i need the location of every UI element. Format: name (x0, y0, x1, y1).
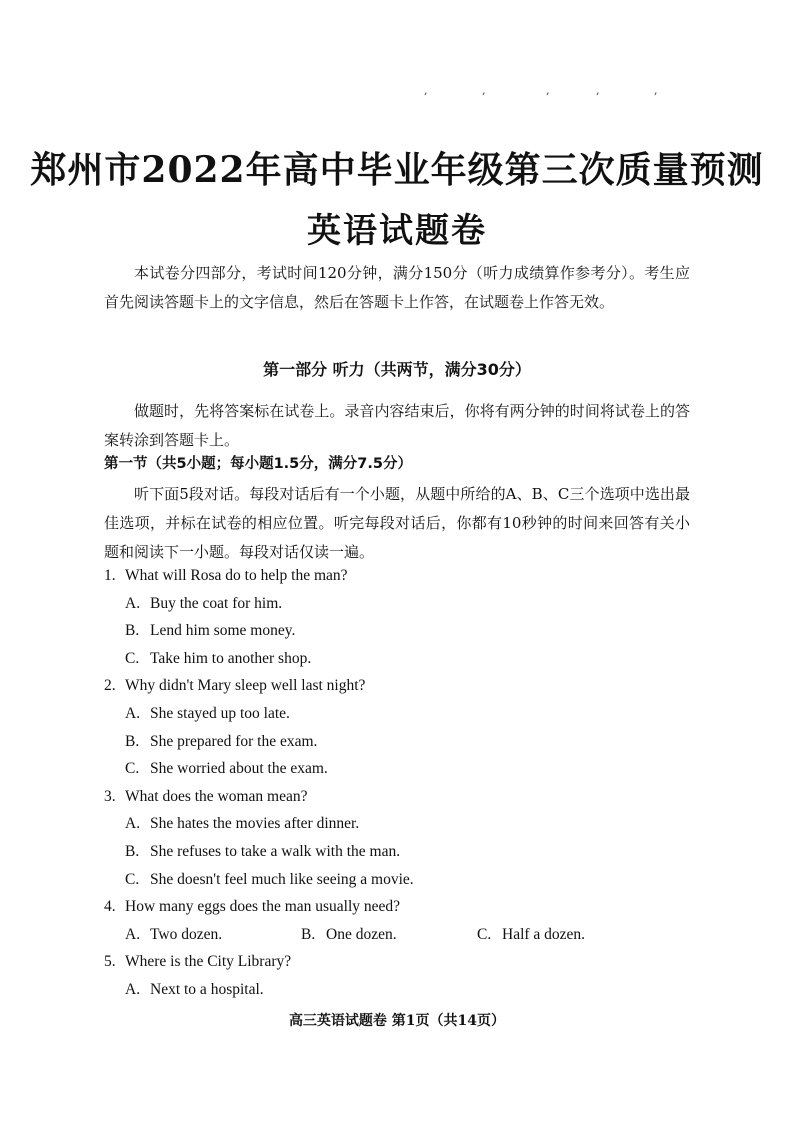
question-number: 1. (104, 567, 116, 584)
option-text: She prepared for the exam. (150, 732, 318, 750)
option-3b (104, 838, 694, 866)
option-2b (104, 728, 694, 756)
option-text: Two dozen. (150, 925, 223, 943)
option-text: She worried about the exam. (150, 760, 328, 778)
option-letter: A. (125, 815, 141, 833)
top-mark: , (546, 84, 550, 97)
options-4-inline (104, 921, 694, 949)
question-number: 4. (104, 898, 116, 916)
option-4a (125, 921, 301, 949)
option-text: Half a dozen. (502, 925, 586, 943)
exam-intro: 本试卷分四部分，考试时间120分钟，满分150分（听力成绩算作参考分）。考生应首先阅读答题卡上的文字信息，然后在答题卡上作答，在试题卷上作答无效。 (104, 264, 690, 311)
option-2c (104, 755, 694, 783)
top-marks (420, 84, 670, 98)
option-letter: A. (125, 980, 141, 998)
question-list (104, 562, 694, 1004)
option-letter: A. (125, 594, 141, 612)
option-letter: A. (125, 925, 141, 943)
option-letter: B. (301, 925, 316, 943)
option-letter: B. (125, 622, 140, 640)
part-title: 第一部分 听力（共两节，满分30分） (263, 360, 531, 379)
page-footer: 高三英语试题卷 第1页（共14页） (288, 1013, 506, 1029)
question-number: 2. (104, 677, 116, 695)
top-mark: , (596, 84, 600, 97)
question-text: Where is the City Library? (125, 953, 292, 971)
question-1 (104, 562, 694, 590)
option-3a (104, 810, 694, 838)
option-text: Lend him some money. (150, 622, 296, 640)
top-mark: , (654, 84, 658, 97)
option-4c (477, 921, 653, 949)
option-letter: A. (125, 704, 141, 722)
option-3c (104, 866, 694, 894)
option-letter: C. (125, 649, 140, 667)
option-letter: C. (477, 925, 492, 943)
question-3 (104, 783, 694, 811)
option-letter: C. (125, 870, 140, 888)
question-text: What does the woman mean? (125, 787, 308, 805)
option-text: Take him to another shop. (150, 649, 312, 667)
option-1b (104, 617, 694, 645)
option-text: She stayed up too late. (150, 704, 290, 722)
option-2a (104, 700, 694, 728)
section-instructions: 听下面5段对话。每段对话后有一个小题，从题中所给的A、B、C三个选项中选出最佳选项，并标在试卷的相应位置。听完每段对话后，你都有10秒钟的时间来回答有关小题和阅读下一小题。每段对话仅读一遍。 (104, 485, 690, 561)
option-text: She doesn't feel much like seeing a movie. (150, 870, 414, 888)
question-5 (104, 948, 694, 976)
top-mark: , (482, 84, 486, 97)
question-text: How many eggs does the man usually need? (125, 898, 401, 916)
option-text: Buy the coat for him. (150, 594, 283, 612)
section-title: 第一节（共5小题；每小题1.5分，满分7.5分） (104, 456, 412, 472)
option-text: One dozen. (326, 925, 397, 943)
option-text: She hates the movies after dinner. (150, 815, 360, 833)
option-1a (104, 590, 694, 618)
question-4 (104, 893, 694, 921)
option-text: She refuses to take a walk with the man. (150, 842, 401, 860)
option-letter: B. (125, 842, 140, 860)
question-text: What will Rosa do to help the man? (125, 567, 348, 584)
option-letter: C. (125, 760, 140, 778)
option-5a (104, 976, 694, 1004)
option-letter: B. (125, 732, 140, 750)
question-2 (104, 672, 694, 700)
exam-subtitle: 英语试题卷 (307, 211, 487, 251)
question-number: 3. (104, 787, 116, 805)
option-1c (104, 645, 694, 673)
part-instructions: 做题时，先将答案标在试卷上。录音内容结束后，你将有两分钟的时间将试卷上的答案转涂到答题卡上。 (104, 402, 690, 449)
top-mark: , (424, 84, 428, 97)
option-text: Next to a hospital. (150, 980, 264, 998)
option-4b (301, 921, 477, 949)
question-text: Why didn't Mary sleep well last night? (125, 677, 366, 695)
question-number: 5. (104, 953, 116, 971)
exam-title: 郑州市2022年高中毕业年级第三次质量预测 (30, 149, 764, 191)
